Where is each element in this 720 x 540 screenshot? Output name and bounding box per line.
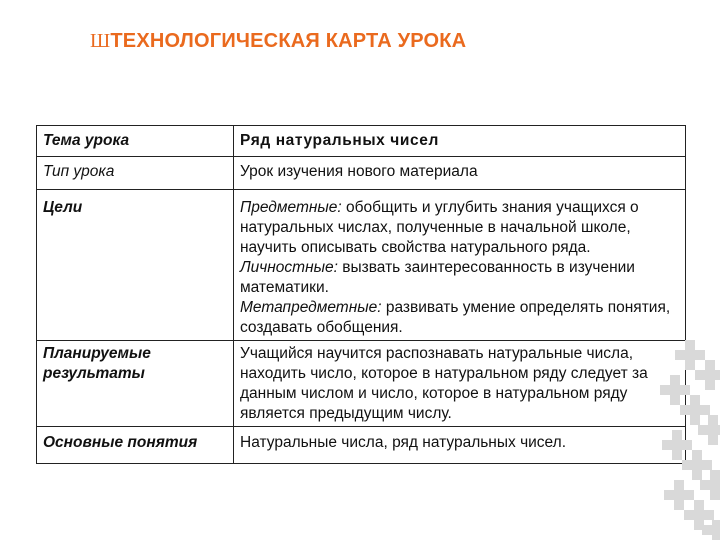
lesson-plan-table	[36, 125, 686, 464]
title-glyph: Ш	[90, 30, 111, 52]
goal-subject-text: обобщить и углубить знания учащихся о натуральных числах, полученные в начальной школе, научить описывать свойства натурального ряда.	[240, 199, 639, 256]
topic-label: Тема урока	[37, 126, 234, 157]
concepts-label: Основные понятия	[37, 427, 234, 464]
topic-value: Ряд натуральных чисел	[234, 126, 686, 157]
table-row-type	[37, 157, 686, 190]
goal-meta-head: Метапредметные:	[240, 299, 382, 316]
goal-personal	[240, 258, 681, 298]
type-value: Урок изучения нового материала	[234, 157, 686, 190]
table-row-goals	[37, 190, 686, 341]
results-label-line2: результаты	[43, 365, 145, 382]
goal-personal-text: вызвать заинтересованность в изучении математики.	[240, 259, 635, 296]
table-row-topic	[37, 126, 686, 157]
goals-label: Цели	[37, 190, 234, 341]
goal-meta	[240, 298, 681, 338]
goal-subject	[240, 198, 681, 258]
results-label-line1: Планируемые	[43, 345, 151, 362]
goal-meta-text: развивать умение определять понятия, создавать обобщения.	[240, 299, 671, 336]
table-row-results	[37, 341, 686, 427]
decorative-cross-pattern	[660, 330, 720, 540]
slide-title	[90, 30, 466, 53]
goal-personal-head: Личностные:	[240, 259, 338, 276]
goal-subject-head: Предметные:	[240, 199, 342, 216]
title-text: ТЕХНОЛОГИЧЕСКАЯ КАРТА УРОКА	[110, 30, 467, 52]
goals-value	[234, 190, 686, 341]
concepts-value: Натуральные числа, ряд натуральных чисел.	[234, 427, 686, 464]
results-value: Учащийся научится распознавать натуральные числа, находить число, которое в натуральном ряду следует за данным числом и число, которое в натуральном ряду является предыдущим числу.	[234, 341, 686, 427]
type-label: Тип урока	[37, 157, 234, 190]
results-label	[37, 341, 234, 427]
table-row-concepts	[37, 427, 686, 464]
